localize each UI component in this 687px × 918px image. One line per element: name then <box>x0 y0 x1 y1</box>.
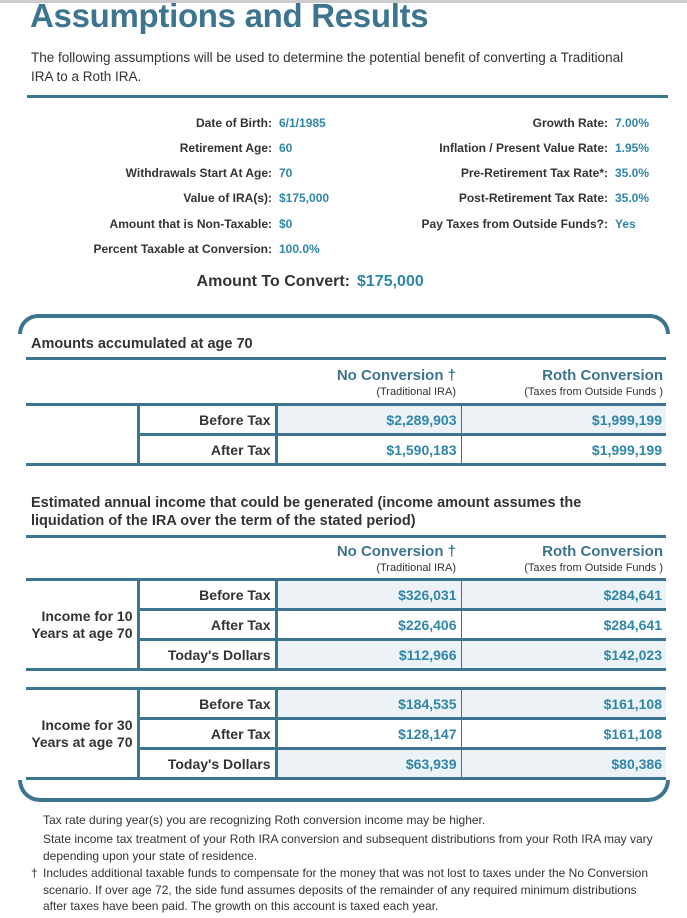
assumption-label: Retirement Age: <box>179 141 272 155</box>
assumption-label: Withdrawals Start At Age: <box>125 166 272 180</box>
assumption-label: Pay Taxes from Outside Funds?: <box>421 217 608 231</box>
panel-top-border <box>18 314 670 334</box>
row-label: After Tax <box>138 435 276 465</box>
accumulated-table <box>26 403 666 466</box>
assumption-value: 60 <box>279 141 293 155</box>
row-label: After Tax <box>138 610 276 640</box>
income-10yr-table <box>26 578 666 671</box>
intro-text: The following assumptions will be used to determine the potential benefit of converting a Traditional IRA to a Roth IRA. <box>31 50 624 84</box>
no-conversion-value: $326,031 <box>276 580 461 610</box>
note-tax-rate: Tax rate during year(s) you are recognizing Roth conversion income may be higher. <box>43 813 486 827</box>
no-conversion-value: $2,289,903 <box>276 405 461 435</box>
roth-conversion-header: Roth Conversion <box>542 367 663 384</box>
income-heading: Estimated annual income that could be generated (income amount assumes the liquidation of the IRA over the term of the stated period) <box>31 495 582 529</box>
panel-bottom-border <box>18 780 670 802</box>
dagger-symbol: † <box>31 866 38 880</box>
group-label: Income for 10 Years at age 70 <box>26 580 138 670</box>
no-conversion-value: $226,406 <box>276 610 461 640</box>
page-title: Assumptions and Results <box>30 0 429 34</box>
assumption-label: Date of Birth: <box>196 116 272 130</box>
roth-conversion-subheader: (Taxes from Outside Funds ) <box>524 562 663 574</box>
no-conversion-value: $1,590,183 <box>276 435 461 465</box>
roth-conversion-value: $80,386 <box>461 749 666 779</box>
table-row <box>26 405 666 435</box>
table-row <box>26 580 666 610</box>
row-label: Before Tax <box>138 405 276 435</box>
divider <box>27 95 668 98</box>
assumption-value: Yes <box>615 217 636 231</box>
no-conversion-value: $112,966 <box>276 640 461 670</box>
roth-conversion-value: $284,641 <box>461 610 666 640</box>
assumption-value: 35.0% <box>615 166 650 180</box>
no-conversion-header: No Conversion † <box>336 543 456 560</box>
assumption-value: 1.95% <box>615 141 650 155</box>
no-conversion-subheader: (Traditional IRA) <box>376 562 456 574</box>
amount-to-convert-value: $175,000 <box>357 273 424 290</box>
assumption-value: 100.0% <box>279 242 320 256</box>
assumption-value: $0 <box>279 217 293 231</box>
assumption-label: Value of IRA(s): <box>183 191 272 205</box>
assumption-value: 70 <box>279 166 293 180</box>
assumption-value: 7.00% <box>615 116 650 130</box>
note-side-fund: Includes additional taxable funds to compensate for the money that was not lost to taxes under the No Conversion scenario. If over age 72, the side fund assumes deposits of the remainder of any required minimum distributions after taxes have been paid. The growth on this account is taxed each year. <box>43 866 649 913</box>
assumption-value: 6/1/1985 <box>279 116 326 130</box>
row-label: Before Tax <box>138 580 276 610</box>
no-conversion-header: No Conversion † <box>336 367 456 384</box>
row-label: Before Tax <box>138 689 276 719</box>
assumption-label: Inflation / Present Value Rate: <box>439 141 608 155</box>
assumption-value: $175,000 <box>279 191 330 205</box>
no-conversion-value: $184,535 <box>276 689 461 719</box>
roth-conversion-subheader: (Taxes from Outside Funds ) <box>524 386 663 398</box>
assumption-label: Amount that is Non-Taxable: <box>109 217 272 231</box>
assumption-label: Pre-Retirement Tax Rate*: <box>460 166 608 180</box>
assumption-label: Post-Retirement Tax Rate: <box>458 191 608 205</box>
no-conversion-subheader: (Traditional IRA) <box>376 386 456 398</box>
assumption-value: 35.0% <box>615 191 650 205</box>
no-conversion-value: $128,147 <box>276 719 461 749</box>
row-label: After Tax <box>138 719 276 749</box>
row-label: Today's Dollars <box>138 749 276 779</box>
divider <box>26 357 666 360</box>
accumulated-heading: Amounts accumulated at age 70 <box>31 336 253 352</box>
amount-to-convert-label: Amount To Convert: <box>196 273 350 290</box>
assumption-label: Growth Rate: <box>532 116 608 130</box>
roth-conversion-value: $284,641 <box>461 580 666 610</box>
group-label: Income for 30 Years at age 70 <box>26 689 138 779</box>
roth-conversion-value: $161,108 <box>461 719 666 749</box>
table-row <box>26 689 666 719</box>
roth-conversion-value: $161,108 <box>461 689 666 719</box>
roth-conversion-value: $1,999,199 <box>461 435 666 465</box>
group-label <box>26 405 138 465</box>
divider <box>26 535 666 538</box>
roth-conversion-header: Roth Conversion <box>542 543 663 560</box>
roth-conversion-value: $1,999,199 <box>461 405 666 435</box>
note-state-tax: State income tax treatment of your Roth IRA conversion and subsequent distributions from your Roth IRA may vary depending upon your state of residence. <box>43 832 653 863</box>
no-conversion-value: $63,939 <box>276 749 461 779</box>
roth-conversion-value: $142,023 <box>461 640 666 670</box>
row-label: Today's Dollars <box>138 640 276 670</box>
assumption-label: Percent Taxable at Conversion: <box>93 242 272 256</box>
income-30yr-table <box>26 687 666 780</box>
